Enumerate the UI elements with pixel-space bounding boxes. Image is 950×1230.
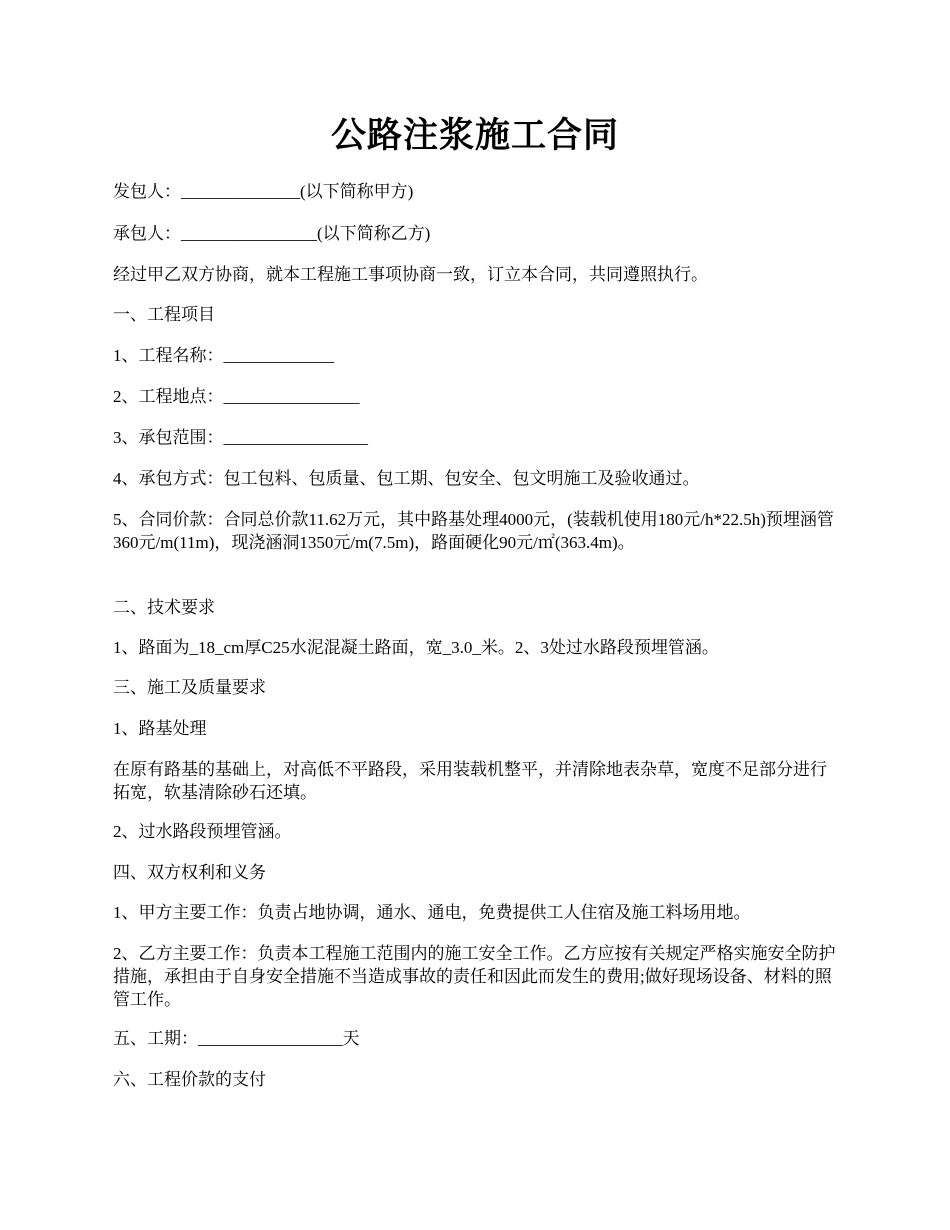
contract-method-line: 4、承包方式：包工包料、包质量、包工期、包安全、包文明施工及验收通过。 [113, 469, 700, 488]
project-name-line: 1、工程名称：_____________ [113, 346, 334, 365]
culvert-line: 2、过水路段预埋管涵。 [113, 822, 292, 841]
technical-requirement-line: 1、路面为_18_cm厚C25水泥混凝土路面，宽_3.0_米。2、3处过水路段预埋管涵。 [113, 638, 719, 657]
document-title: 公路注浆施工合同 [330, 116, 619, 155]
party-a-line: 发包人：______________(以下简称甲方) [113, 182, 414, 201]
party-b-duties-paragraph: 2、乙方主要工作：负责本工程施工范围内的施工安全工作。乙方应按有关规定严格实施安全防护措施，承担由于自身安全措施不当造成事故的责任和因此而发生的费用;做好现场设备、材料的照管工作。 [113, 944, 836, 1009]
party-a-duties-line: 1、甲方主要工作：负责占地协调，通水、通电，免费提供工人住宿及施工料场用地。 [113, 903, 751, 922]
section-heading-technical: 二、技术要求 [113, 598, 215, 617]
party-b-line: 承包人：________________(以下简称乙方) [113, 224, 431, 243]
section-heading-quality: 三、施工及质量要求 [113, 678, 266, 697]
contract-scope-line: 3、承包范围：_________________ [113, 428, 368, 447]
duration-line: 五、工期：_________________天 [113, 1029, 360, 1048]
section-heading-project: 一、工程项目 [113, 305, 215, 324]
section-heading-rights: 四、双方权利和义务 [113, 863, 266, 882]
contract-price-paragraph: 5、合同价款：合同总价款11.62万元，其中路基处理4000元，(装载机使用180元/h*22.5h)预埋涵管360元/m(11m)，现浇涵洞1350元/m(7.5m)，路面硬化90元/㎡(363.4m)。 [113, 510, 834, 552]
subgrade-heading: 1、路基处理 [113, 719, 207, 738]
subgrade-paragraph: 在原有路基的基础上，对高低不平路段，采用装载机整平，并清除地表杂草，宽度不足部分进行拓宽，软基清除砂石还填。 [113, 760, 827, 802]
section-heading-payment: 六、工程价款的支付 [113, 1070, 266, 1089]
preamble-paragraph: 经过甲乙双方协商，就本工程施工事项协商一致，订立本合同，共同遵照执行。 [113, 265, 708, 284]
project-location-line: 2、工程地点：________________ [113, 387, 360, 406]
